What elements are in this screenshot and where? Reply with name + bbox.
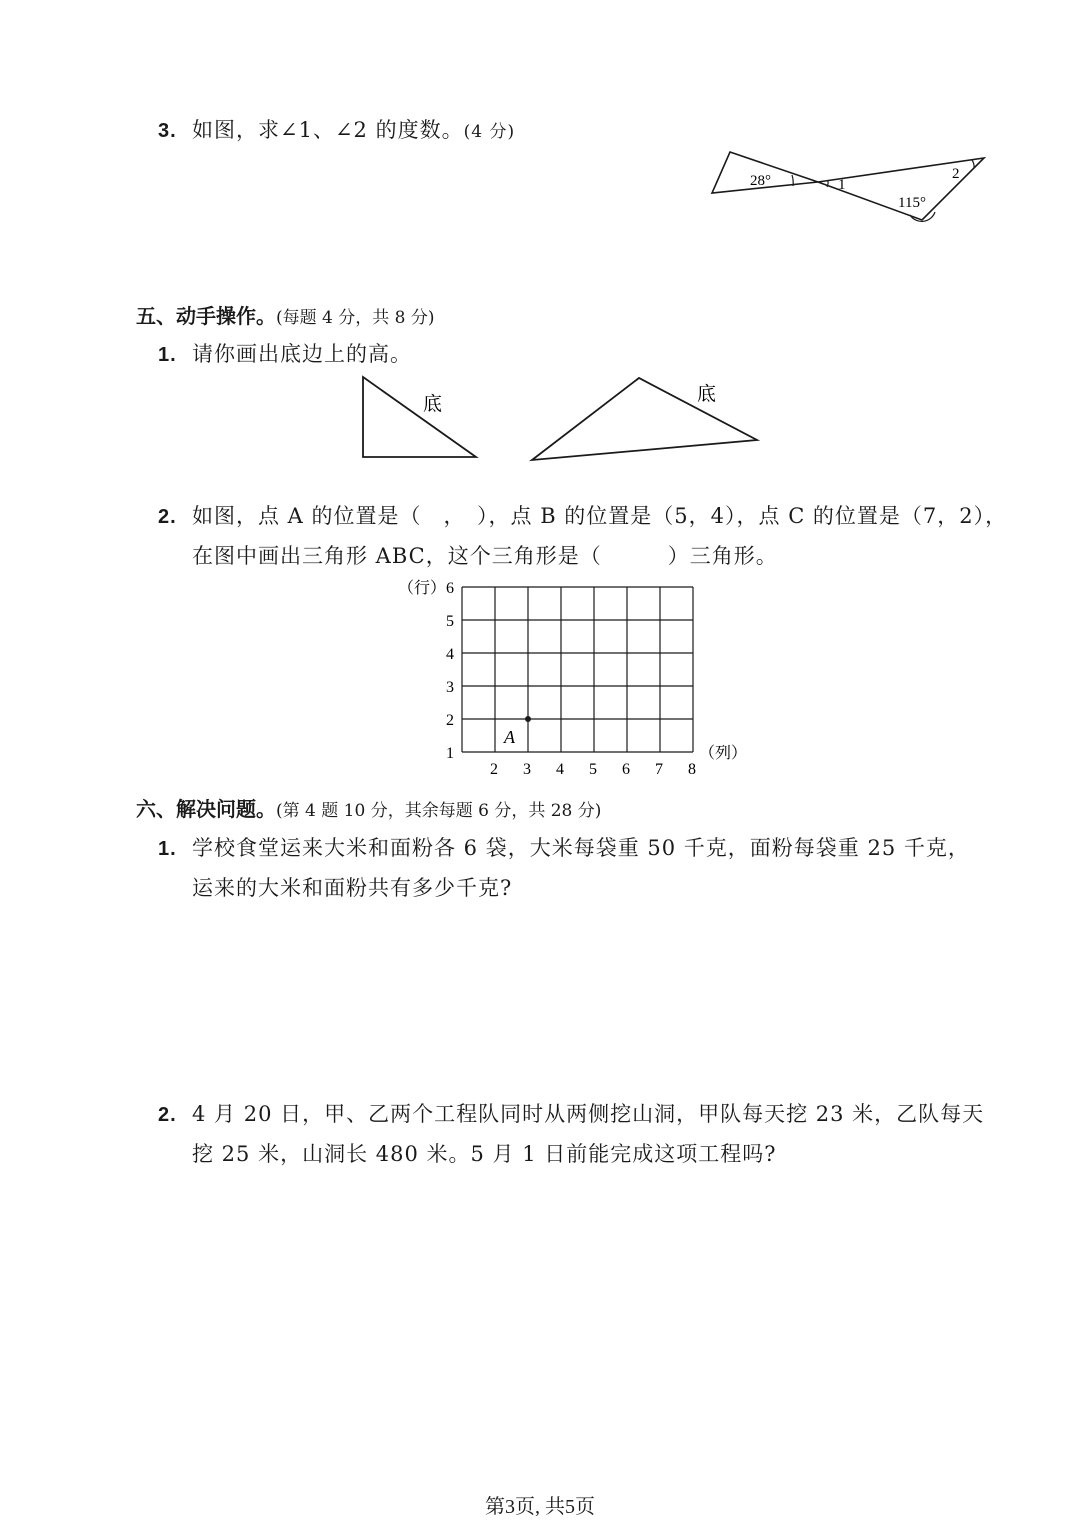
question-3 <box>158 114 515 144</box>
point-a-label: A <box>504 727 515 747</box>
question-number: 2. <box>158 506 177 528</box>
section-6-question-2 <box>158 1098 984 1128</box>
row-tick-label: 6 <box>446 580 454 597</box>
section-6-question-1 <box>158 832 970 862</box>
question-number: 1. <box>158 838 177 860</box>
column-tick-label: 5 <box>589 761 597 778</box>
angle-arc-1 <box>827 181 828 187</box>
row-axis-label: （行） <box>398 580 447 597</box>
section-5-question-1 <box>158 338 412 368</box>
question-number: 3. <box>158 120 177 142</box>
obtuse-triangle <box>532 378 757 460</box>
angle-label-28: 28° <box>750 173 771 189</box>
row-tick-label: 2 <box>446 712 454 729</box>
question-number: 1. <box>158 344 177 366</box>
section-6-heading <box>136 793 601 822</box>
column-tick-label: 7 <box>655 761 663 778</box>
angle-label-115: 115° <box>898 195 926 211</box>
question-score: (4 分) <box>463 122 516 142</box>
row-tick-label: 1 <box>446 745 454 762</box>
column-tick-label: 6 <box>622 761 630 778</box>
question-line-1: 如图，点 A 的位置是（ ， ），点 B 的位置是（5，4），点 C 的位置是（7，2）， <box>192 504 1008 528</box>
section-title: 六、解决问题。 <box>136 797 276 821</box>
coordinate-grid <box>390 575 760 780</box>
section-title: 五、动手操作。 <box>136 304 276 328</box>
angle-figure <box>700 140 1000 235</box>
row-tick-label: 4 <box>446 646 454 663</box>
column-tick-label: 4 <box>556 761 564 778</box>
column-tick-label: 2 <box>490 761 498 778</box>
question-line-2: 在图中画出三角形 ABC，这个三角形是（ ）三角形。 <box>192 544 778 568</box>
column-tick-label: 8 <box>688 761 696 778</box>
page-footer: 第3页, 共5页 <box>485 1496 595 1518</box>
base-label-left: 底 <box>423 394 443 415</box>
section-note: (第 4 题 10 分，其余每题 6 分，共 28 分) <box>276 801 602 821</box>
question-text: 请你画出底边上的高。 <box>192 342 412 366</box>
question-line-1: 4 月 20 日，甲、乙两个工程队同时从两侧挖山洞，甲队每天挖 23 米，乙队每天 <box>192 1102 985 1126</box>
row-tick-label: 5 <box>446 613 454 630</box>
section-5-heading <box>136 300 435 329</box>
angle-label-2: 2 <box>952 166 960 182</box>
question-number: 2. <box>158 1104 177 1126</box>
section-note: (每题 4 分，共 8 分) <box>276 308 435 328</box>
column-tick-label: 3 <box>523 761 531 778</box>
right-triangle <box>363 377 476 457</box>
base-label-right: 底 <box>697 384 717 405</box>
question-line-2: 运来的大米和面粉共有多少千克? <box>192 876 513 900</box>
question-line-2: 挖 25 米，山洞长 480 米。5 月 1 日前能完成这项工程吗? <box>192 1142 777 1166</box>
point-a <box>525 716 531 722</box>
row-tick-label: 3 <box>446 679 454 696</box>
question-line-1: 学校食堂运来大米和面粉各 6 袋，大米每袋重 50 千克，面粉每袋重 25 千克， <box>192 836 970 860</box>
angle-arc-2 <box>972 160 974 168</box>
question-text: 如图，求∠1、∠2 的度数。 <box>192 118 464 142</box>
triangles-figure <box>355 370 775 465</box>
angle-label-1: 1 <box>838 177 846 193</box>
column-axis-label: （列） <box>699 745 748 762</box>
section-5-question-2 <box>158 500 1007 530</box>
